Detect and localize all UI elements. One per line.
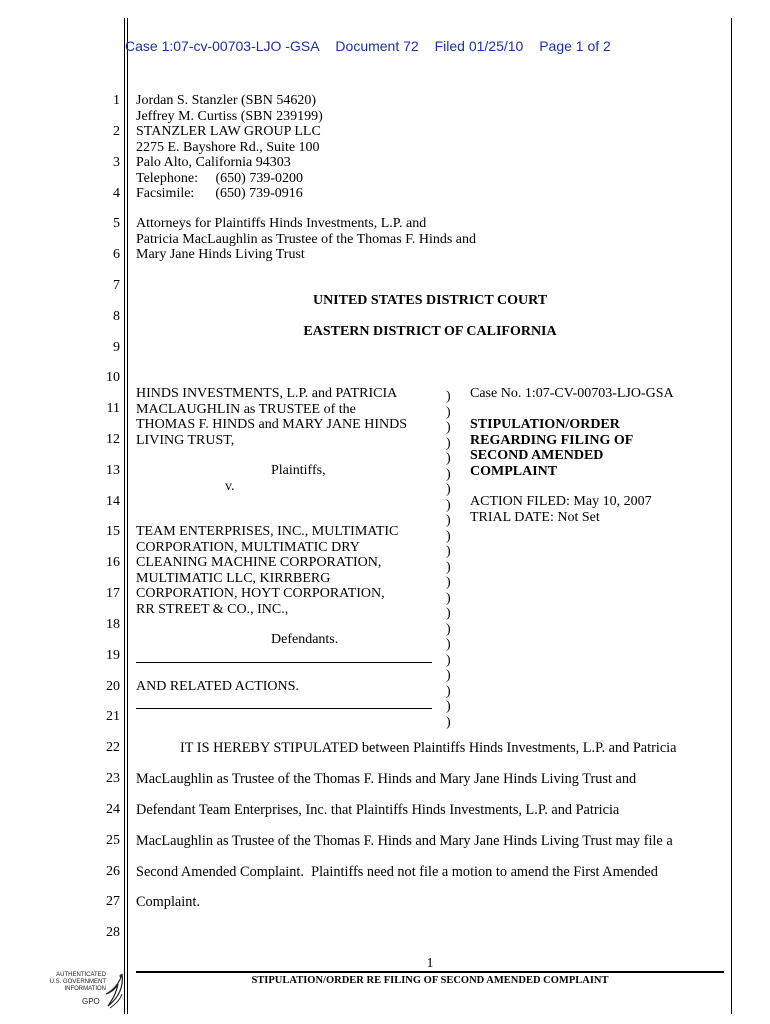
body-line: IT IS HEREBY STIPULATED between Plaintiffs Hinds Investments, L.P. and Patricia <box>180 740 677 756</box>
defendants-line: TEAM ENTERPRISES, INC., MULTIMATIC <box>136 524 399 539</box>
action-filed: ACTION FILED: May 10, 2007 <box>470 494 652 509</box>
line-number: 1 <box>113 93 120 108</box>
caption-underline <box>136 708 432 709</box>
attorney-line: STANZLER LAW GROUP LLC <box>136 124 321 139</box>
line-number: 8 <box>113 309 120 324</box>
footer-page-number: 1 <box>426 956 434 971</box>
footer-rule <box>136 971 724 973</box>
filing-header <box>125 38 623 54</box>
attorney-line: Jordan S. Stanzler (SBN 54620) <box>136 93 317 108</box>
line-number: 26 <box>106 864 120 879</box>
line-number: 20 <box>106 679 120 694</box>
gpo-mark-text: GPO <box>82 997 100 1006</box>
defendants-line: RR STREET & CO., INC., <box>136 601 289 617</box>
line-number: 7 <box>113 278 120 293</box>
versus: v. <box>225 479 235 494</box>
attorney-line: Jeffrey M. Curtiss (SBN 239199) <box>136 108 323 124</box>
line-number: 10 <box>106 370 120 385</box>
defendants-line: CLEANING MACHINE CORPORATION, <box>136 555 382 570</box>
body-line: MacLaughlin as Trustee of the Thomas F. Hinds and Mary Jane Hinds Living Trust and <box>136 771 637 787</box>
line-number: 21 <box>106 709 120 724</box>
footer-title: STIPULATION/ORDER RE FILING OF SECOND AMENDED COMPLAINT <box>251 975 609 986</box>
line-number: 2 <box>113 124 120 139</box>
header-document: Document 72 <box>335 38 419 54</box>
line-number: 6 <box>113 247 120 262</box>
line-number: 14 <box>106 494 120 509</box>
plaintiffs-label: Plaintiffs, <box>271 463 326 478</box>
court-district: EASTERN DISTRICT OF CALIFORNIA <box>303 324 557 339</box>
related-actions: AND RELATED ACTIONS. <box>136 679 299 694</box>
gpo-authentication-badge <box>38 966 128 1014</box>
attorney-line: Facsimile: (650) 739-0916 <box>136 186 303 201</box>
document-title-line: COMPLAINT <box>470 463 558 479</box>
line-number: 27 <box>106 894 120 909</box>
attorney-block <box>136 93 323 202</box>
document-title-line: STIPULATION/ORDER <box>470 417 620 432</box>
left-margin-rule-inner <box>127 18 128 1014</box>
line-number: 28 <box>106 925 120 940</box>
line-number: 12 <box>106 432 120 447</box>
line-number: 16 <box>106 555 120 570</box>
gpo-badge-line: AUTHENTICATED <box>56 972 106 978</box>
attorneys-for <box>136 216 476 263</box>
plaintiffs-line: MACLAUGHLIN as TRUSTEE of the <box>136 401 356 417</box>
body-line: MacLaughlin as Trustee of the Thomas F. Hinds and Mary Jane Hinds Living Trust may file a <box>136 833 673 849</box>
line-number: 17 <box>106 586 120 601</box>
line-number: 13 <box>106 463 120 478</box>
eagle-icon <box>104 968 128 1012</box>
plaintiffs-line: HINDS INVESTMENTS, L.P. and PATRICIA <box>136 386 398 401</box>
attorney-line: Telephone: (650) 739-0200 <box>136 170 303 186</box>
plaintiffs-line: THOMAS F. HINDS and MARY JANE HINDS <box>136 417 407 432</box>
document-title <box>470 417 633 479</box>
defendants-caption <box>136 524 398 617</box>
header-page: Page 1 of 2 <box>539 38 611 54</box>
defendants-label: Defendants. <box>271 632 339 647</box>
line-number: 15 <box>106 524 120 539</box>
line-number: 25 <box>106 833 120 848</box>
line-number: 9 <box>113 340 120 355</box>
right-margin-rule <box>731 18 732 1014</box>
trial-date: TRIAL DATE: Not Set <box>470 510 600 525</box>
line-number: 5 <box>113 216 120 231</box>
defendants-line: CORPORATION, HOYT CORPORATION, <box>136 586 385 601</box>
line-number: 24 <box>106 802 120 817</box>
line-number: 4 <box>113 186 120 201</box>
line-number: 19 <box>106 648 120 663</box>
line-number: 18 <box>106 617 120 632</box>
header-case-number: Case 1:07-cv-00703-LJO -GSA <box>125 38 320 54</box>
document-title-line: REGARDING FILING OF <box>470 432 634 448</box>
document-title-line: SECOND AMENDED <box>470 448 604 463</box>
caption-underline <box>136 662 432 663</box>
line-number: 23 <box>106 771 120 786</box>
header-filed-date: Filed 01/25/10 <box>434 38 524 54</box>
attorney-line: 2275 E. Bayshore Rd., Suite 100 <box>136 139 320 155</box>
court-name: UNITED STATES DISTRICT COURT <box>312 293 548 308</box>
body-line: Defendant Team Enterprises, Inc. that Plaintiffs Hinds Investments, L.P. and Patricia <box>136 802 620 818</box>
gpo-badge-line: INFORMATION <box>64 986 106 992</box>
body-line: Second Amended Complaint. Plaintiffs need not file a motion to amend the First Amended <box>136 864 658 880</box>
defendants-line: MULTIMATIC LLC, KIRRBERG <box>136 570 331 586</box>
attorneys-for-line: Patricia MacLaughlin as Trustee of the Thomas F. Hinds and <box>136 231 477 247</box>
plaintiffs-line: LIVING TRUST, <box>136 432 235 448</box>
line-number: 11 <box>106 401 120 416</box>
line-number: 3 <box>113 155 120 170</box>
attorneys-for-line: Attorneys for Plaintiffs Hinds Investments, L.P. and <box>136 216 427 231</box>
defendants-line: CORPORATION, MULTIMATIC DRY <box>136 539 360 555</box>
left-margin-rule-outer <box>124 18 125 1014</box>
line-number: 22 <box>106 740 120 755</box>
body-line: Complaint. <box>136 894 200 910</box>
attorney-line: Palo Alto, California 94303 <box>136 155 291 170</box>
gpo-badge-line: U.S. GOVERNMENT <box>49 979 106 985</box>
case-number: Case No. 1:07-CV-00703-LJO-GSA <box>470 386 674 401</box>
caption-parentheses: ) ) ) ) ) ) ) ) ) ) ) ) ) ) ) ) ) ) ) ) ) ) <box>446 389 451 730</box>
attorneys-for-line: Mary Jane Hinds Living Trust <box>136 247 305 262</box>
plaintiffs-caption <box>136 386 407 448</box>
